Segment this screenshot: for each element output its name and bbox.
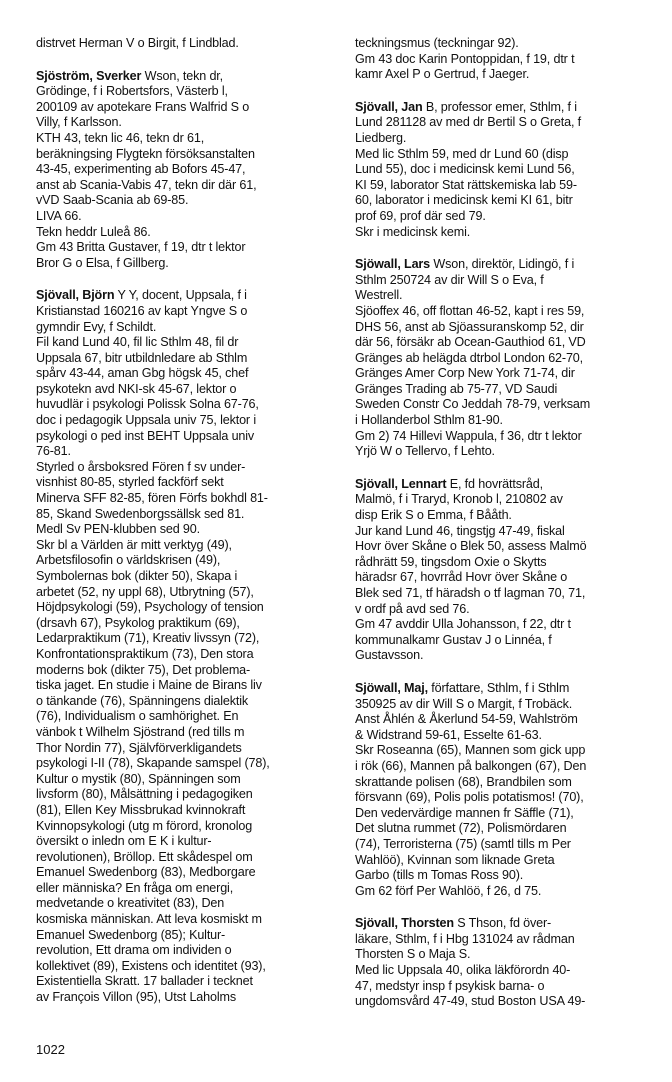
entry-text: psykologi I-II (78), Skapande samspel (78),	[36, 756, 270, 771]
entry-text: (81), Ellen Key Missbrukad kvinnokraft	[36, 802, 246, 817]
entry-line	[355, 320, 655, 336]
entry-line	[355, 602, 655, 618]
entry-line	[355, 429, 655, 445]
entry-line	[36, 256, 336, 272]
right-column	[355, 36, 655, 1010]
entry-text: Höjdpsykologi (59), Psychology of tension	[36, 600, 264, 615]
biography-entry	[355, 100, 655, 240]
entry-text: skrattande polisen (68), Brandbilen som	[355, 774, 572, 789]
entry-text: Grödinge, f i Robertsfors, Västerb l,	[36, 84, 228, 99]
entry-text: visnhist 80-85, styrled fackförf sekt	[36, 475, 224, 490]
entry-gap	[355, 899, 655, 916]
entry-line	[355, 273, 655, 289]
entry-text: Lund 55), doc i medicinsk kemi Lund 56,	[355, 162, 575, 177]
biography-entry	[355, 477, 655, 664]
entry-line	[355, 257, 655, 273]
entry-text: Gm 43 doc Karin Pontoppidan, f 19, dtr t	[355, 51, 575, 66]
entry-text: Gm 43 Britta Gustaver, f 19, dtr t lektor	[36, 240, 246, 255]
entry-text: Y Y, docent, Uppsala, f i	[114, 288, 247, 303]
entry-line	[355, 994, 655, 1010]
entry-text: Konfrontationspraktikum (73), Den stora	[36, 646, 254, 661]
entry-text: 200109 av apotekare Frans Walfrid S o	[36, 99, 250, 114]
entry-line	[36, 631, 336, 647]
entry-text: ungdomsvård 47-49, stud Boston USA 49-	[355, 994, 586, 1009]
entry-line	[355, 335, 655, 351]
entry-text: Westrell.	[355, 288, 403, 303]
entry-line	[36, 475, 336, 491]
entry-text: 76-81.	[36, 444, 71, 459]
entry-line	[355, 806, 655, 822]
entry-line	[36, 850, 336, 866]
entry-line	[36, 741, 336, 757]
entry-text: medvetande o kreativitet (83), Den	[36, 896, 225, 911]
entry-text: o tänkande (76), Spänningens dialektik	[36, 693, 249, 708]
entry-text: Medl Sv PEN-klubben sed 90.	[36, 522, 200, 537]
entry-gap	[355, 460, 655, 477]
entry-line	[355, 67, 655, 83]
entry-line	[355, 570, 655, 586]
page-number: 1022	[36, 1042, 65, 1057]
entry-text: Med lic Uppsala 40, olika läkförordn 40-	[355, 963, 571, 978]
entry-line	[355, 508, 655, 524]
entry-text: Wson, tekn dr,	[141, 68, 223, 83]
entry-text: kollektivet (89), Existens och identitet (93),	[36, 958, 266, 973]
entry-text: Thorsten S o Maja S.	[355, 947, 471, 962]
entry-line	[36, 320, 336, 336]
entry-line	[36, 366, 336, 382]
entry-line	[36, 772, 336, 788]
entry-text: Uppsala 67, bitr utbildnledare ab Sthlm	[36, 350, 248, 365]
entry-text: Wahlöö), Kvinnan som liknade Greta	[355, 852, 555, 867]
biography-entry	[355, 257, 655, 460]
entry-text: Sthlm 250724 av dir Will S o Eva, f	[355, 272, 544, 287]
entry-line	[355, 36, 655, 52]
entry-line	[355, 633, 655, 649]
entry-text: Thor Nordin 77), Självförverkligandets	[36, 740, 242, 755]
entry-line	[36, 429, 336, 445]
entry-text: beräkningsing Flygtekn försöksanstalten	[36, 146, 255, 161]
entry-line	[36, 193, 336, 209]
entry-text: Emanuel Swedenborg (85); Kultur-	[36, 927, 226, 942]
entry-text: författare, Sthlm, f i Sthlm	[427, 680, 570, 695]
entry-line	[355, 304, 655, 320]
entry-text: Symbolernas bok (dikter 50), Skapa i	[36, 569, 238, 583]
entry-text: Gm 2) 74 Hillevi Wappula, f 36, dtr t lektor	[355, 428, 582, 443]
entry-text: gymndir Evy, f Schildt.	[36, 319, 157, 334]
entry-text: 47, medstyr insp f psykisk barna- o	[355, 978, 545, 993]
entry-text: översikt o inledn om E K i kultur-	[36, 834, 212, 849]
entry-text: teckningsmus (teckningar 92).	[355, 36, 519, 50]
entry-text: Bror G o Elsa, f Gillberg.	[36, 255, 169, 270]
entry-line	[355, 193, 655, 209]
entry-line	[36, 209, 336, 225]
entry-line	[355, 382, 655, 398]
entry-text: Sjöoffex 46, off flottan 46-52, kapt i res 59,	[355, 303, 585, 318]
entry-text: där 56, försäkr ab Ocean-Gauthiod 61, VD	[355, 335, 586, 350]
entry-line	[36, 834, 336, 850]
entry-line	[355, 947, 655, 963]
entry-text: (74), Terroristerna (75) (samtl tills m Per	[355, 836, 571, 851]
entry-line	[36, 507, 336, 523]
entry-gap	[36, 52, 336, 69]
entry-line	[36, 974, 336, 990]
entry-line	[355, 351, 655, 367]
entry-text: Emanuel Swedenborg (83), Medborgare	[36, 865, 256, 880]
entry-line	[355, 397, 655, 413]
entry-text: Kultur o mystik (80), Spänningen som	[36, 771, 241, 786]
entry-text: Skr i medicinsk kemi.	[355, 224, 471, 239]
entry-name: Sjöwall, Lars	[355, 257, 431, 272]
entry-line	[36, 569, 336, 585]
entry-line	[36, 491, 336, 507]
entry-text: psykologi o ped inst BEHT Uppsala univ	[36, 428, 255, 443]
entry-line	[355, 790, 655, 806]
entry-text: 43-45, experimenting ab Bofors 45-47,	[36, 162, 246, 177]
entry-text: i rök (66), Mannen på balkongen (67), Den	[355, 758, 587, 773]
entry-text: Villy, f Karlsson.	[36, 115, 122, 130]
entry-line	[36, 397, 336, 413]
entry-text: kamr Axel P o Gertrud, f Jaeger.	[355, 67, 530, 82]
entry-text: Gränges Amer Corp New York 71-74, dir	[355, 366, 575, 381]
entry-line	[36, 131, 336, 147]
entry-name: Sjövall, Björn	[36, 288, 115, 303]
entry-text: Lund 281128 av med dr Bertil S o Greta, f	[355, 115, 582, 130]
entry-line	[36, 147, 336, 163]
entry-text: revolution, Ett drama om individen o	[36, 943, 232, 958]
entry-text: revolutionen), Bröllop. Ett skådespel om	[36, 849, 253, 864]
entry-text: Liedberg.	[355, 130, 407, 145]
entry-line	[355, 775, 655, 791]
entry-text: Den vedervärdige mannen fr Säffle (71),	[355, 805, 574, 820]
entry-text: KTH 43, tekn lic 46, tekn dr 61,	[36, 130, 205, 145]
entry-line	[36, 36, 336, 52]
entry-line	[355, 288, 655, 304]
entry-line	[355, 178, 655, 194]
entry-line	[36, 460, 336, 476]
entry-text: & Widstrand 59-61, Esselte 61-63.	[355, 727, 542, 742]
entry-text: (drsavh 67), Psykolog praktikum (69),	[36, 615, 240, 630]
entry-line	[36, 522, 336, 538]
entry-text: Wson, direktör, Lidingö, f i	[430, 257, 575, 272]
entry-text: Yrjö W o Tellervo, f Lehto.	[355, 444, 495, 459]
entry-text: anst ab Scania-Vabis 47, tekn dir där 61,	[36, 177, 257, 192]
entry-text: vänbok t Wilhelm Sjöstrand (red tills m	[36, 724, 245, 739]
entry-text: Styrled o årsboksred Fören f sv under-	[36, 459, 246, 474]
entry-text: av François Villon (95), Utst Laholms	[36, 990, 236, 1005]
entry-line	[355, 555, 655, 571]
entry-line	[36, 162, 336, 178]
entry-text: LIVA 66.	[36, 208, 82, 223]
entry-text: vVD Saab-Scania ab 69-85.	[36, 193, 189, 208]
entry-text: arbetet (52, ny uppl 68), Utbrytning (57),	[36, 584, 254, 599]
entry-text: 85, Skand Swedenborgssällsk sed 81.	[36, 506, 245, 521]
entry-line	[36, 600, 336, 616]
entry-line	[355, 477, 655, 493]
entry-line	[355, 444, 655, 460]
entry-text: DHS 56, anst ab Sjöassuranskomp 52, dir	[355, 319, 584, 334]
entry-line	[36, 803, 336, 819]
entry-gap	[355, 664, 655, 681]
entry-line	[355, 681, 655, 697]
entry-text: Ledarpraktikum (71), Kreativ livssyn (72),	[36, 631, 260, 646]
entry-text: Det slutna rummet (72), Polismördaren	[355, 821, 567, 836]
entry-line	[355, 759, 655, 775]
entry-text: distrvet Herman V o Birgit, f Lindblad.	[36, 36, 239, 50]
entry-line	[36, 100, 336, 116]
entry-line	[355, 492, 655, 508]
entry-line	[36, 84, 336, 100]
entry-line	[36, 351, 336, 367]
entry-line	[36, 819, 336, 835]
entry-line	[355, 868, 655, 884]
entry-name: Sjövall, Lennart	[355, 476, 447, 491]
biography-entry	[36, 288, 336, 1005]
entry-text: 350925 av dir Will S o Margit, f Trobäck.	[355, 696, 573, 711]
entry-line	[355, 524, 655, 540]
entry-line	[355, 539, 655, 555]
entry-line	[36, 943, 336, 959]
entry-line	[355, 728, 655, 744]
entry-line	[355, 147, 655, 163]
entry-line	[355, 115, 655, 131]
biography-entry	[355, 681, 655, 899]
entry-text: Anst Åhlén & Åkerlund 54-59, Wahlström	[355, 712, 578, 727]
entry-text: försvann (69), Polis polis potatismos! (70),	[355, 790, 584, 805]
entry-name: Sjövall, Thorsten	[355, 916, 454, 931]
entry-text: Hovr över Skåne o Blek 50, assess Malmö	[355, 539, 587, 554]
entry-text: S Thson, fd över-	[453, 916, 552, 931]
entry-text: KI 59, laborator Stat rättskemiska lab 59-	[355, 177, 577, 192]
entry-line	[355, 963, 655, 979]
entry-line	[36, 756, 336, 772]
entry-line	[36, 928, 336, 944]
entry-text: rådhrätt 59, tingsdom Oxie o Skytts	[355, 554, 547, 569]
entry-text: eller människa? En fråga om energi,	[36, 880, 234, 895]
entry-line	[355, 366, 655, 382]
entry-text: Gränges ab helägda dtrbol London 62-70,	[355, 350, 584, 365]
entry-text: kommunalkamr Gustav J o Linnéa, f	[355, 632, 552, 647]
entry-line	[355, 821, 655, 837]
entry-line	[36, 178, 336, 194]
entry-text: spårv 43-44, aman Gbg högsk 45, chef	[36, 366, 249, 381]
entry-line	[36, 616, 336, 632]
entry-name: Sjövall, Jan	[355, 99, 423, 114]
entry-line	[36, 787, 336, 803]
entry-text: Malmö, f i Traryd, Kronob l, 210802 av	[355, 492, 563, 507]
entry-line	[36, 553, 336, 569]
entry-text: disp Erik S o Emma, f Bååth.	[355, 508, 512, 523]
entry-line	[36, 678, 336, 694]
entry-text: Skr bl a Världen är mitt verktyg (49),	[36, 537, 232, 552]
entry-text: Sweden Constr Co Jeddah 78-79, verksam	[355, 397, 591, 412]
entry-text: v ordf på avd sed 76.	[355, 601, 470, 616]
entry-line	[355, 162, 655, 178]
entry-text: häradsr 67, hovrråd Hovr över Skåne o	[355, 570, 568, 585]
entry-text: läkare, Sthlm, f i Hbg 131024 av rådman	[355, 931, 575, 946]
entry-line	[355, 413, 655, 429]
entry-text: tiska jaget. En studie i Maine de Birans liv	[36, 678, 262, 693]
entry-line	[355, 837, 655, 853]
entry-text: livsform (80), Målsättning i pedagogiken	[36, 787, 253, 802]
entry-line	[36, 647, 336, 663]
entry-text: Blek sed 71, tf häradsh o tf lagman 70, 71,	[355, 586, 586, 600]
entry-line	[36, 990, 336, 1006]
biography-entry	[36, 69, 336, 272]
entry-gap	[355, 83, 655, 100]
entry-text: i Hollanderbol Sthlm 81-90.	[355, 413, 503, 428]
entry-line	[355, 100, 655, 116]
entry-text: 60, laborator i medicinsk kemi KI 61, bitr	[355, 193, 573, 208]
entry-line	[355, 916, 655, 932]
entry-line	[355, 743, 655, 759]
entry-line	[355, 586, 655, 602]
entry-line	[36, 959, 336, 975]
biography-entry	[355, 916, 655, 1010]
entry-line	[36, 335, 336, 351]
entry-line	[36, 881, 336, 897]
entry-line	[36, 225, 336, 241]
entry-line	[36, 538, 336, 554]
entry-text: Garbo (tills m Tomas Ross 90).	[355, 868, 524, 883]
entry-text: kosmiska människan. Att leva kosmiskt m	[36, 912, 262, 927]
entry-text: Gustavsson.	[355, 648, 424, 663]
entry-line	[36, 115, 336, 131]
entry-gap	[355, 240, 655, 257]
entry-line	[355, 209, 655, 225]
entry-line	[36, 240, 336, 256]
entry-text: E, fd hovrättsråd,	[446, 476, 543, 491]
entry-line	[36, 585, 336, 601]
entry-line	[36, 725, 336, 741]
entry-text: Tekn heddr Luleå 86.	[36, 224, 151, 239]
entry-text: (76), Individualism o samhörighet. En	[36, 709, 239, 724]
entry-line	[36, 69, 336, 85]
entry-line	[355, 697, 655, 713]
entry-name: Sjöström, Sverker	[36, 68, 142, 83]
entry-text: Gränges Trading ab 75-77, VD Saudi	[355, 381, 558, 396]
entry-name: Sjöwall, Maj,	[355, 680, 428, 695]
biography-entry	[36, 36, 336, 52]
entry-line	[36, 694, 336, 710]
entry-line	[36, 865, 336, 881]
entry-line	[355, 853, 655, 869]
entry-text: Existentiella Skratt. 17 ballader i tecknet	[36, 974, 253, 989]
entry-text: psykotekn avd NKI-sk 45-67, lektor o	[36, 381, 237, 396]
entry-text: Arbetsfilosofin o världskrisen (49),	[36, 553, 221, 568]
entry-line	[36, 709, 336, 725]
entry-text: Skr Roseanna (65), Mannen som gick upp	[355, 743, 586, 758]
entry-text: huvudlär i psykologi Polissk Solna 67-76,	[36, 397, 259, 412]
entry-line	[355, 648, 655, 664]
entry-text: moderns bok (dikter 75), Det problema-	[36, 662, 251, 677]
entry-text: B, professor emer, Sthlm, f i	[422, 99, 577, 114]
entry-line	[355, 712, 655, 728]
biography-entry	[355, 36, 655, 83]
entry-line	[355, 52, 655, 68]
entry-line	[355, 225, 655, 241]
entry-text: Gm 47 avddir Ulla Johansson, f 22, dtr t	[355, 617, 571, 632]
entry-text: Med lic Sthlm 59, med dr Lund 60 (disp	[355, 146, 569, 161]
entry-gap	[36, 271, 336, 288]
entry-line	[36, 288, 336, 304]
entry-text: doc i pedagogik Uppsala univ 75, lektor i	[36, 413, 256, 428]
entry-text: prof 69, prof där sed 79.	[355, 208, 486, 223]
entry-line	[36, 304, 336, 320]
entry-line	[36, 413, 336, 429]
entry-line	[355, 932, 655, 948]
entry-line	[36, 444, 336, 460]
entry-text: Fil kand Lund 40, fil lic Sthlm 48, fil dr	[36, 335, 239, 350]
entry-line	[355, 617, 655, 633]
entry-text: Minerva SFF 82-85, fören Förfs bokhdl 81-	[36, 491, 268, 506]
entry-line	[36, 912, 336, 928]
entry-line	[355, 131, 655, 147]
left-column	[36, 36, 336, 1006]
entry-text: Gm 62 förf Per Wahlöö, f 26, d 75.	[355, 883, 542, 898]
entry-text: Jur kand Lund 46, tingstjg 47-49, fiskal	[355, 523, 565, 538]
entry-line	[36, 896, 336, 912]
entry-line	[36, 382, 336, 398]
entry-line	[355, 979, 655, 995]
entry-text: Kvinnopsykologi (utg m förord, kronolog	[36, 818, 253, 833]
entry-text: Kristianstad 160216 av kapt Yngve S o	[36, 303, 248, 318]
entry-line	[36, 663, 336, 679]
entry-line	[355, 884, 655, 900]
